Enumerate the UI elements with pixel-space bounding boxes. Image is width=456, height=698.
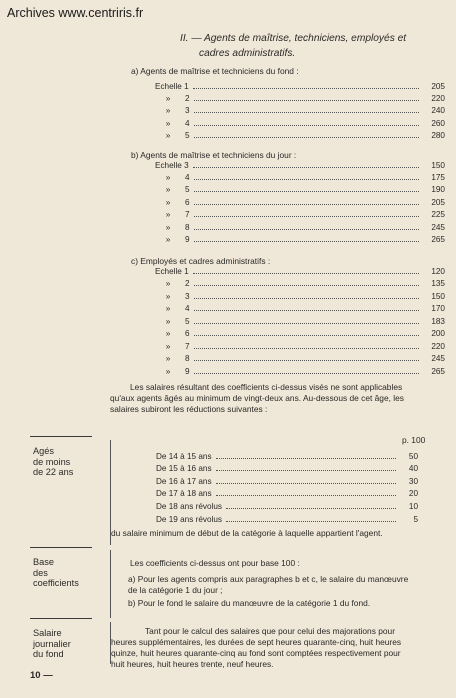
coefficient-value: 225 xyxy=(431,210,445,220)
scale-number: 8 xyxy=(185,354,190,363)
age-range: De 16 à 17 ans xyxy=(156,476,212,486)
scale-row xyxy=(155,233,445,245)
ditto-mark: » xyxy=(165,366,171,376)
ditto-mark: » xyxy=(165,197,171,207)
divider-base xyxy=(30,547,92,548)
ditto-mark: » xyxy=(165,222,171,232)
age-range: De 17 à 18 ans xyxy=(156,489,212,499)
ditto-mark: » xyxy=(165,354,171,363)
leader-dots xyxy=(226,521,396,522)
age-range: De 15 à 16 ans xyxy=(156,464,212,474)
leader-dots xyxy=(194,348,419,349)
leader-dots xyxy=(194,323,419,324)
age-row xyxy=(156,513,418,525)
reduction-value: 5 xyxy=(413,514,418,524)
side-text: de moins xyxy=(33,456,71,467)
scale-label: Echelle 3 xyxy=(155,160,189,170)
reduction-value: 30 xyxy=(408,476,418,486)
leader-dots xyxy=(216,483,396,484)
scale-row xyxy=(155,290,445,302)
leader-dots xyxy=(194,229,419,230)
side-text: coefficients xyxy=(33,578,79,588)
scale-number: 3 xyxy=(185,106,190,116)
ditto-mark: » xyxy=(165,131,171,141)
side-text: Agés xyxy=(33,446,54,456)
scale-row xyxy=(155,328,445,340)
ditto-mark: » xyxy=(165,341,171,351)
leader-dots xyxy=(193,167,419,168)
side-text: Salaire xyxy=(33,628,62,638)
coefficient-value: 205 xyxy=(431,197,445,207)
section-c-heading: c) Employés et cadres administratifs : xyxy=(131,256,271,266)
reduction-value: 10 xyxy=(408,501,418,511)
ditto-mark: » xyxy=(165,118,171,128)
scale-row xyxy=(155,265,445,277)
scale-row xyxy=(155,92,445,104)
coefficient-value: 170 xyxy=(431,304,445,313)
scale-number: 9 xyxy=(185,234,190,244)
watermark: Archives www.centriris.fr xyxy=(7,6,144,20)
leader-dots xyxy=(194,204,419,205)
leader-dots xyxy=(194,360,419,361)
scale-number: 5 xyxy=(185,316,190,326)
scale-label: Echelle 1 xyxy=(155,266,189,276)
journalier-line: heures supplémentaires, les durées de sept heures quarante-cinq, huit heures xyxy=(111,637,402,647)
age-row xyxy=(156,488,418,500)
coefficient-value: 120 xyxy=(431,266,445,276)
scale-row xyxy=(155,80,445,92)
scale-row xyxy=(155,315,445,327)
coefficient-value: 205 xyxy=(431,81,445,91)
scale-row xyxy=(155,196,445,208)
coefficient-value: 265 xyxy=(431,234,445,244)
side-text: journalier xyxy=(33,638,71,649)
age-row xyxy=(156,475,418,487)
ditto-mark: » xyxy=(165,234,171,244)
leader-dots xyxy=(216,495,396,496)
scale-number: 4 xyxy=(185,118,190,128)
leader-dots xyxy=(194,335,419,336)
age-range: De 19 ans révolus xyxy=(156,514,222,524)
reduction-value: 40 xyxy=(408,464,418,474)
journalier-line: Tant pour le calcul des salaires que pour celui des majorations pour xyxy=(145,626,395,636)
leader-dots xyxy=(194,373,419,374)
leader-dots xyxy=(194,241,419,242)
scale-number: 4 xyxy=(185,304,190,313)
age-range: De 18 ans révolus xyxy=(156,501,222,511)
ditto-mark: » xyxy=(165,93,171,103)
leader-dots xyxy=(194,310,419,311)
leader-dots xyxy=(194,112,419,113)
ditto-mark: » xyxy=(165,106,171,116)
leader-dots xyxy=(226,508,396,509)
side-text: du fond xyxy=(33,649,64,659)
coefficient-value: 183 xyxy=(431,316,445,326)
scale-row xyxy=(155,130,445,142)
section-title xyxy=(180,31,406,61)
scale-number: 6 xyxy=(185,197,190,207)
coefficient-value: 190 xyxy=(431,185,445,195)
leader-dots xyxy=(194,125,419,126)
leader-dots xyxy=(193,273,419,274)
scale-number: 4 xyxy=(185,172,190,182)
base-a-line: a) Pour les agents compris aux paragraphes b et c, le salaire du manœuvre xyxy=(128,574,409,584)
coefficient-value: 220 xyxy=(431,93,445,103)
coefficient-value: 260 xyxy=(431,118,445,128)
coefficient-value: 200 xyxy=(431,329,445,338)
ditto-mark: » xyxy=(165,291,171,301)
leader-dots xyxy=(193,88,419,89)
scale-row xyxy=(155,117,445,129)
scale-row xyxy=(155,221,445,233)
margin-rule xyxy=(110,550,111,618)
scale-number: 7 xyxy=(185,341,190,351)
ditto-mark: » xyxy=(165,279,171,288)
base-a xyxy=(128,574,408,596)
title-line-2: cadres administratifs. xyxy=(199,48,296,59)
coefficient-value: 220 xyxy=(431,341,445,351)
page-number: 10 — xyxy=(30,670,53,681)
ages-header: p. 100 xyxy=(402,435,426,445)
age-row xyxy=(156,450,418,462)
coefficient-value: 245 xyxy=(431,222,445,232)
scale-row xyxy=(155,209,445,221)
side-text: Base xyxy=(33,557,54,567)
journalier-line: quinze, huit heures quarante-cinq au fond sont comptées respectivement pour xyxy=(111,648,401,658)
leader-dots xyxy=(194,216,419,217)
journalier-line: huit heures, huit heures trente, neuf heures. xyxy=(111,659,274,669)
base-intro: Les coefficients ci-dessus ont pour base 100 : xyxy=(130,558,300,568)
scale-row xyxy=(155,340,445,352)
age-row xyxy=(156,500,418,512)
ditto-mark: » xyxy=(165,185,171,195)
base-b: b) Pour le fond le salaire du manœuvre de la catégorie 1 du fond. xyxy=(128,598,371,608)
ages-side-label xyxy=(33,446,73,478)
base-side-label xyxy=(33,557,79,589)
leader-dots xyxy=(194,137,419,138)
scale-row xyxy=(155,365,445,377)
age-row xyxy=(156,463,418,475)
title-line-1: II. — Agents de maîtrise, techniciens, employés et xyxy=(180,33,407,44)
scale-number: 2 xyxy=(185,93,190,103)
journalier-side-label xyxy=(33,628,71,660)
coefficient-value: 135 xyxy=(431,279,445,288)
coefficient-value: 150 xyxy=(431,160,445,170)
scale-number: 5 xyxy=(185,131,190,141)
scale-row xyxy=(155,278,445,290)
coefficient-value: 245 xyxy=(431,354,445,363)
scale-number: 7 xyxy=(185,210,190,220)
reduction-value: 50 xyxy=(408,451,418,461)
scale-number: 6 xyxy=(185,329,190,338)
salaires-line: salaires subiront les réductions suivantes : xyxy=(110,404,268,414)
scale-row xyxy=(155,303,445,315)
leader-dots xyxy=(216,470,396,471)
scale-number: 9 xyxy=(185,366,190,376)
ditto-mark: » xyxy=(165,304,171,313)
leader-dots xyxy=(194,191,419,192)
coefficient-value: 280 xyxy=(431,131,445,141)
leader-dots xyxy=(216,458,396,459)
leader-dots xyxy=(194,298,419,299)
ditto-mark: » xyxy=(165,316,171,326)
age-range: De 14 à 15 ans xyxy=(156,451,212,461)
journalier-paragraph xyxy=(111,626,447,670)
base-a-line: de la catégorie 1 du jour ; xyxy=(128,585,223,595)
coefficient-value: 265 xyxy=(431,366,445,376)
scale-number: 2 xyxy=(185,279,190,288)
salaires-line: qu'aux agents âgés au minimum de vingt-deux ans. Au-dessous de cet âge, les xyxy=(110,393,404,403)
divider-journalier xyxy=(30,618,92,619)
coefficient-value: 240 xyxy=(431,106,445,116)
side-text: de 22 ans xyxy=(33,467,74,477)
section-b-heading: b) Agents de maîtrise et techniciens du jour : xyxy=(131,150,297,160)
leader-dots xyxy=(194,285,419,286)
scale-number: 3 xyxy=(185,291,190,301)
scale-number: 5 xyxy=(185,185,190,195)
side-text: des xyxy=(33,567,48,578)
scale-row xyxy=(155,105,445,117)
coefficient-value: 175 xyxy=(431,172,445,182)
section-a-heading: a) Agents de maîtrise et techniciens du fond : xyxy=(131,66,299,76)
ditto-mark: » xyxy=(165,210,171,220)
ditto-mark: » xyxy=(165,172,171,182)
ditto-mark: » xyxy=(165,329,171,338)
scale-label: Echelle 1 xyxy=(155,81,189,91)
salaires-paragraph xyxy=(110,382,446,415)
scale-row xyxy=(155,171,445,183)
scale-number: 8 xyxy=(185,222,190,232)
divider-ages xyxy=(30,436,92,437)
scale-row xyxy=(155,184,445,196)
reduction-value: 20 xyxy=(408,489,418,499)
scale-row xyxy=(155,353,445,365)
coefficient-value: 150 xyxy=(431,291,445,301)
ages-footer: du salaire minimum de début de la catégorie à laquelle appartient l'agent. xyxy=(111,528,383,538)
salaires-line: Les salaires résultant des coefficients ci-dessus visés ne sont applicables xyxy=(130,382,403,392)
leader-dots xyxy=(194,100,419,101)
leader-dots xyxy=(194,179,419,180)
scale-row xyxy=(155,159,445,171)
